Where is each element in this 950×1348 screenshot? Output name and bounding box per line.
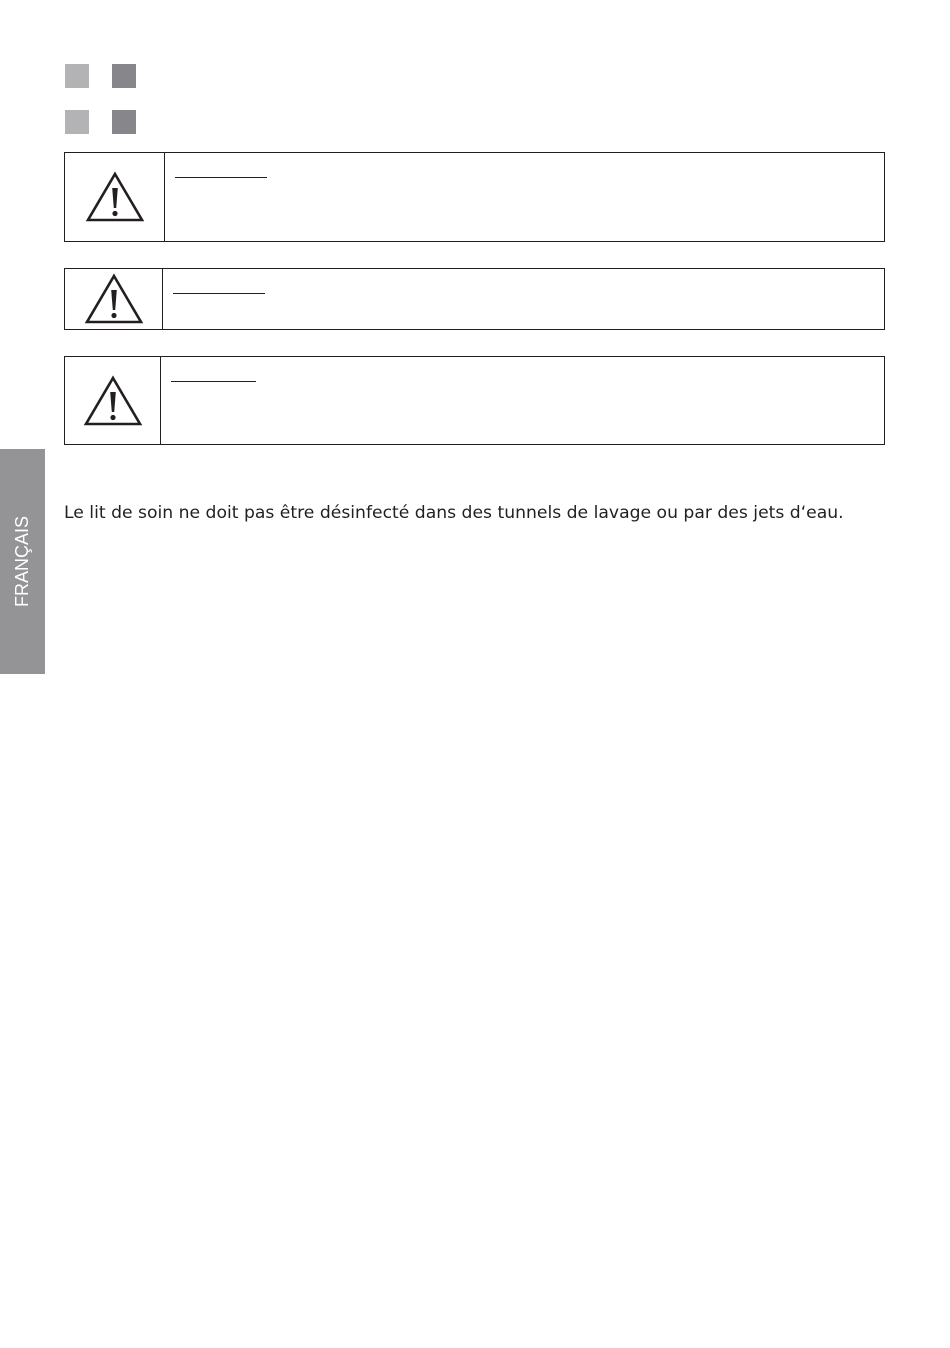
decor-square-dark-2 bbox=[112, 110, 136, 134]
warning-heading-underline bbox=[173, 293, 265, 294]
warning-triangle-icon bbox=[84, 273, 144, 325]
decor-square-light-2 bbox=[65, 110, 89, 134]
language-tab-label: FRANÇAIS bbox=[12, 515, 33, 608]
body-paragraph: Le lit de soin ne doit pas être désinfecté dans des tunnels de lavage ou par des jets d‘eau. bbox=[64, 503, 844, 523]
warning-heading-underline bbox=[175, 177, 267, 178]
warning-icon-cell bbox=[65, 153, 165, 241]
warning-heading-underline bbox=[171, 381, 256, 382]
warning-text-cell bbox=[161, 357, 884, 444]
warning-text-cell bbox=[165, 153, 884, 241]
warning-icon-cell bbox=[65, 269, 163, 329]
warning-triangle-icon bbox=[85, 171, 145, 223]
decor-square-light-1 bbox=[65, 64, 89, 88]
warning-triangle-icon bbox=[83, 375, 143, 427]
decor-square-dark-1 bbox=[112, 64, 136, 88]
warning-icon-cell bbox=[65, 357, 161, 444]
warning-text-cell bbox=[163, 269, 884, 329]
warning-box-2 bbox=[64, 268, 885, 330]
warning-box-1 bbox=[64, 152, 885, 242]
warning-box-3 bbox=[64, 356, 885, 445]
language-tab bbox=[0, 449, 45, 674]
